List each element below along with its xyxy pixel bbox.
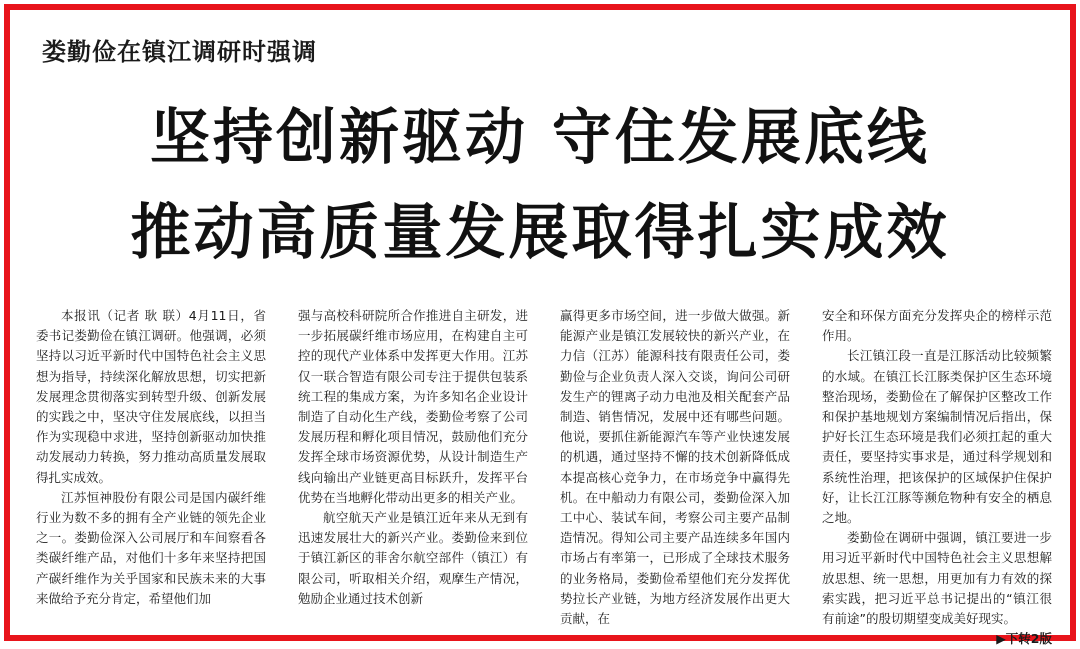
article-body [36, 306, 1054, 647]
article-kicker: 娄勤俭在镇江调研时强调 [42, 38, 317, 66]
body-paragraph: 江苏恒神股份有限公司是国内碳纤维行业为数不多的拥有全产业链的领先企业之一。娄勤俭深入公司展厅和车间察看各类碳纤维产品，对他们十多年来坚持把国产碳纤维作为关乎国家和民族未来的大事来做给予充分肯定，希望他们加 [36, 489, 266, 606]
body-paragraph: 安全和环保方面充分发挥央企的榜样示范作用。 [822, 308, 1052, 344]
continued-on-page-2-link[interactable]: ▶下转2版 [996, 631, 1052, 647]
headline-line-1: 坚持创新驱动 守住发展底线 [150, 103, 930, 173]
headline-line-2: 推动高质量发展取得扎实成效 [130, 198, 950, 268]
body-column-3 [560, 306, 790, 649]
body-paragraph: 本报讯（记者 耿 联）4月11日，省委书记娄勤俭在镇江调研。他强调，必须坚持以习近平新时代中国特色社会主义思想为指导，持续深化解放思想，切实把新发展理念贯彻落实到转型升级、创新发展的实践之中，坚决守住发展底线，以担当作为实现稳中求进，坚持创新驱动加快推动发展动力转换，努力推动高质量发展取得扎实成效。 [36, 308, 266, 485]
article-frame [4, 4, 1076, 647]
body-column-4 [822, 306, 1052, 649]
body-column-2 [298, 306, 528, 649]
body-paragraph: 强与高校科研院所合作推进自主研发，进一步拓展碳纤维市场应用，在构建自主可控的现代产业体系中发挥更大作用。江苏仅一联合智造有限公司专注于提供包装系统工程的集成方案，为许多知名企业设计制造了自动化生产线，娄勤俭考察了公司发展历程和孵化项目情况，鼓励他们充分发挥全球市场资源优势，从设计制造生产线向输出产业链更高目标跃升，发挥平台优势在当地孵化带动出更多的相关产业。 [298, 308, 528, 505]
body-column-1 [36, 306, 266, 649]
body-paragraph: 长江镇江段一直是江豚活动比较频繁的水域。在镇江长江豚类保护区生态环境整治现场，娄勤俭在了解保护区整改工作和保护基地规划方案编制情况后指出，保护好长江生态环境是我们必须扛起的重大责任，要坚持实事求是，通过科学规划和系统性治理，把该保护的区域保护住保护好，让长江江豚等濒危物种有安全的栖息之地。 [822, 348, 1052, 526]
body-paragraph: 航空航天产业是镇江近年来从无到有迅速发展壮大的新兴产业。娄勤俭来到位于镇江新区的菲舍尔航空部件（镇江）有限公司，听取相关介绍，观摩生产情况，勉励企业通过技术创新 [298, 510, 528, 606]
body-paragraph: 赢得更多市场空间，进一步做大做强。新能源产业是镇江发展较快的新兴产业，在力信（江苏）能源科技有限责任公司，娄勤俭与企业负责人深入交谈，询问公司研发生产的锂离子动力电池及相关配套产品制造、销售情况，发展中还有哪些问题。他说，要抓住新能源汽车等产业快速发展的机遇，通过坚持不懈的技术创新降低成本提高核心竞争力，在市场竞争中赢得先机。在中船动力有限公司，娄勤俭深入加工中心、装试车间，考察公司主要产品制造情况。得知公司主要产品连续多年国内市场占有率第一，已形成了全球技术服务的业务格局，娄勤俭希望他们充分发挥优势拉长产业链，为地方经济发展作出更大贡献，在 [560, 308, 790, 627]
body-paragraph: 娄勤俭在调研中强调，镇江要进一步用习近平新时代中国特色社会主义思想解放思想、统一思想，用更加有力有效的探索实践，把习近平总书记提出的“镇江很有前途”的殷切期望变成美好现实。 [822, 530, 1052, 627]
